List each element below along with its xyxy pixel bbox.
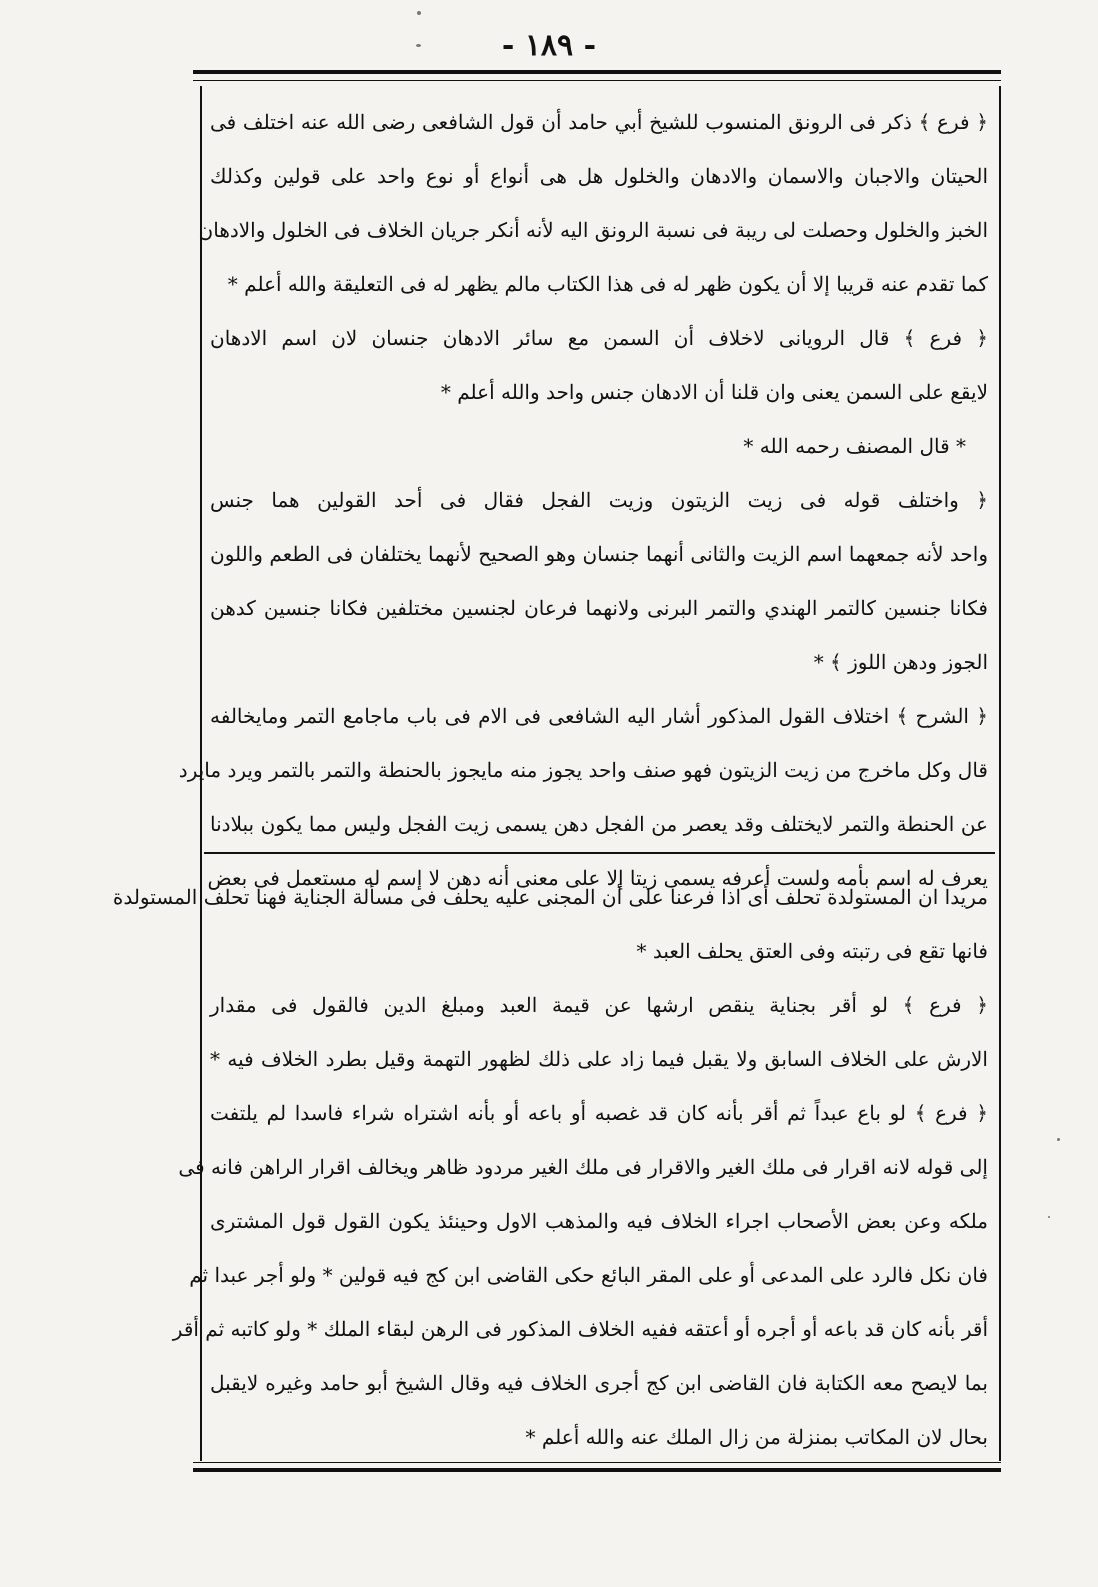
main-text-line: الجوز ودهن اللوز ﴾ * xyxy=(813,650,988,674)
main-text-line: لايقع على السمن يعنى وان قلنا أن الادهان جنس واحد والله أعلم * xyxy=(440,380,988,404)
main-text-line: ﴿ الشرح ﴾ اختلاف القول المذكور أشار اليه الشافعى فى الام فى باب ماجامع التمر ومايخالفه xyxy=(210,704,988,728)
main-text-line: ﴿ واختلف قوله فى زيت الزيتون وزيت الفجل فقال فى أحد القولين هما جنس xyxy=(210,488,988,512)
main-text-line: ﴿ فرع ﴾ ذكر فى الرونق المنسوب للشيخ أبي حامد أن قول الشافعى رضى الله عنه اختلف فى xyxy=(210,110,988,134)
scan-speck xyxy=(417,11,421,15)
scan-speck xyxy=(1057,1138,1060,1141)
main-text-line: كما تقدم عنه قريبا إلا أن يكون ظهر له فى هذا الكتاب مالم يظهر له فى التعليقة والله أعلم * xyxy=(227,272,988,296)
footnote-line: بحال لان المكاتب بمنزلة من زال الملك عنه والله أعلم * xyxy=(525,1425,988,1449)
main-text-line: يعرف له اسم بأمه ولست أعرفه يسمى زيتا إلا على معنى أنه دهن لا إسم له مستعمل فى بعض xyxy=(207,866,988,890)
main-text-line: الخبز والخلول وحصلت لى ريبة فى نسبة الرونق اليه لأنه أنكر جريان الخلاف فى الخلول والادهان xyxy=(198,218,988,242)
scan-speck xyxy=(416,44,421,47)
footnote-line: أقر بأنه كان قد باعه أو أجره أو أعتقه ففيه الخلاف المذكور فى الرهن لبقاء الملك * ولو كاتبه ثم أقر xyxy=(172,1317,988,1341)
frame-top-thin-rule xyxy=(193,80,1001,81)
main-text-line: * قال المصنف رحمه الله * xyxy=(743,434,966,458)
main-text-line: الحيتان والاجبان والاسمان والادهان والخلول هل هى أنواع أو نوع واحد على قولين وكذلك xyxy=(210,164,988,188)
footnote-line: ﴿ فرع ﴾ لو باع عبداً ثم أقر بأنه كان قد غصبه أو باعه أو بأنه اشتراه شراء فاسدا لم يلتفت xyxy=(210,1101,988,1125)
footnote-line: بما لايصح معه الكتابة فان القاضى ابن كج أجرى الخلاف فيه وقال الشيخ أبو حامد وغيره لايقبل xyxy=(210,1371,988,1395)
footnote-line: ملكه وعن بعض الأصحاب اجراء الخلاف فيه والمذهب الاول وحينئذ يكون القول قول المشترى xyxy=(210,1209,988,1233)
footnote-text-block xyxy=(112,870,988,1464)
main-text-line: عن الحنطة والتمر لايختلف وقد يعصر من الفجل دهن يسمى زيت الفجل وليس مما يكون ببلادنا xyxy=(210,812,988,836)
scan-speck xyxy=(1048,1216,1050,1218)
main-text-block xyxy=(178,95,988,905)
main-text-line: فكانا جنسين كالتمر الهندي والتمر البرنى ولانهما فرعان لجنسين مختلفين فكانا جنسين كدهن xyxy=(210,596,988,620)
footnote-line: ﴿ فرع ﴾ لو أقر بجناية ينقص ارشها عن قيمة العبد ومبلغ الدين فالقول فى مقدار xyxy=(210,993,988,1017)
page-number: - ۱۸۹ - xyxy=(501,28,597,63)
frame-bottom-thick-rule xyxy=(193,1468,1001,1472)
footnote-line: فان نكل فالرد على المدعى أو على المقر البائع حكى القاضى ابن كج فيه قولين * ولو أجر عبدا ثم xyxy=(189,1263,988,1287)
main-text-line: قال وكل ماخرج من زيت الزيتون فهو صنف واحد يجوز منه مايجوز بالحنطة والتمر بالتمر ويرد مايرد xyxy=(178,758,988,782)
footnote-line: مريدا ان المستولدة تحلف أى اذا فرعنا على أن المجنى عليه يحلف فى مسألة الجناية فهنا تحلف المستولدة xyxy=(112,885,988,909)
footnote-line: إلى قوله لانه اقرار فى ملك الغير والاقرار فى ملك الغير مردود ظاهر ويخالف اقرار الراهن فانه فى xyxy=(178,1155,988,1179)
frame-top-thick-rule xyxy=(193,70,1001,74)
main-text-line: ﴿ فرع ﴾ قال الرويانى لاخلاف أن السمن مع سائر الادهان جنسان لان اسم الادهان xyxy=(210,326,988,350)
footnote-line: الارش على الخلاف السابق ولا يقبل فيما زاد على ذلك لظهور التهمة وقيل بطرد الخلاف فيه * xyxy=(210,1047,988,1071)
main-text-line: واحد لأنه جمعهما اسم الزيت والثانى أنهما جنسان وهو الصحيح لأنهما يختلفان فى الطعم واللون xyxy=(210,542,988,566)
footnote-line: فانها تقع فى رتبته وفى العتق يحلف العبد * xyxy=(636,939,988,963)
